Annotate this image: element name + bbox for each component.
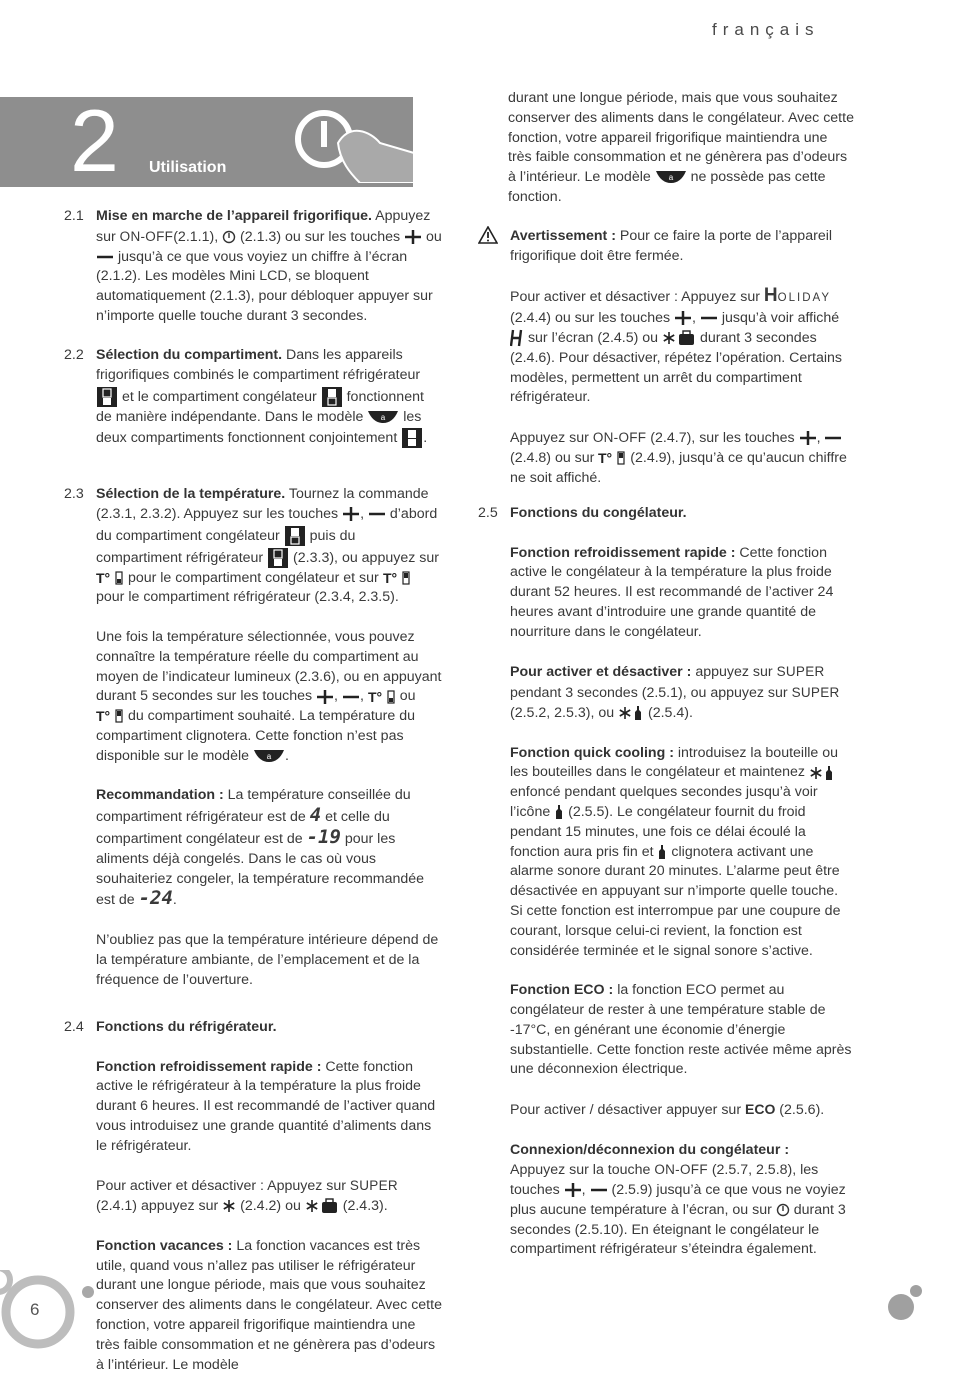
fridge-compartment-icon xyxy=(96,386,118,408)
snowflake-bottle-icon xyxy=(618,705,644,721)
model-a-badge-icon xyxy=(367,410,399,424)
section-number: 2.4 xyxy=(64,1019,84,1035)
section-text: Une fois la température sélectionnée, vous pouvez connaître la température réelle du compartiment au moyen de l’indicateur lumineux (2.3.6), ou en appuyant durant 5 secondes sur les touches , , T° ou T° du compartiment souhaité. La température du compartiment clignotera. Cette fonction n’est pas disponible sur le modèle a . xyxy=(96,628,442,764)
model-a-badge-icon xyxy=(253,749,285,763)
section-text: Fonction ECO : la fonction ECO permet au congélateur de rester à une température stable de -17°C, en générant une économie d’énergie substantielle. Cette fonction reste activée même après une déconnexion électrique. xyxy=(510,982,852,1078)
plus-icon xyxy=(342,507,360,521)
corner-dots-decoration xyxy=(886,1282,926,1322)
warning-block xyxy=(478,227,854,488)
function-label: Fonction quick cooling : xyxy=(510,744,674,761)
page-number-badge xyxy=(0,1270,90,1354)
section-text: Fonction refroidissement rapide : Cette fonction active le réfrigérateur à la température la plus froide durant 6 heures. Il est recommandé de l’activer quand vous introduisez une grande quantité d’aliments dans le réfrigérateur. xyxy=(96,1058,436,1154)
plus-icon xyxy=(316,690,334,704)
section-2-2 xyxy=(64,346,442,449)
svg-text:a: a xyxy=(668,173,673,183)
section-text: Appuyez sur ON-OFF (2.4.7), sur les touches , (2.4.8) ou sur T° (2.4.9), jusqu’à ce qu’aucun chiffre ne soit affiché. xyxy=(510,429,847,486)
section-number: 2.2 xyxy=(64,347,84,363)
temp-fridge-key-icon xyxy=(598,450,626,466)
section-text: Connexion/déconnexion du congélateur : Appuyez sur la touche ON-OFF (2.5.7, 2.5.8), les touches , (2.5.9) jusqu’à ce que vous ne voyiez plus aucune température à l’écran, ou sur durant 3 secondes (2.5.10). En éteignant le congélateur le compartiment réfrigérateur s’éteindra également. xyxy=(510,1141,846,1258)
chapter-title: Utilisation xyxy=(149,159,227,176)
super-key: SUPER xyxy=(349,1178,398,1194)
section-text: Avertissement : Pour ce faire la porte de l’appareil frigorifique doit être fermée. xyxy=(510,228,833,264)
plus-icon xyxy=(799,431,817,445)
plus-icon xyxy=(564,1183,582,1197)
svg-text:a: a xyxy=(266,752,272,762)
section-text: Pour activer et désactiver : Appuyez sur HOLIDAY (2.4.4) ou sur les touches , jusqu’à voir affiché sur l’écran (2.4.5) ou durant 3 secondes (2.4.6). Pour désactiver, répétez l’opération. Certains modèles, permettent un arrêt du compartiment réfrigérateur. xyxy=(510,285,842,406)
temp-freezer-key-icon xyxy=(96,570,124,586)
snowflake-bag-icon xyxy=(662,330,696,346)
bottle-icon xyxy=(657,844,667,860)
function-label: Fonction refroidissement rapide : xyxy=(96,1058,322,1075)
chapter-number: 2 xyxy=(70,97,119,187)
svg-text:T°: T° xyxy=(382,569,397,586)
section-text: Fonction refroidissement rapide : Cette fonction active le congélateur à la température la plus froide durant 52 heures. Il est recommandé de l’activer 24 heures avant d’introduire une grande quantité de nourriture dans le congélateur. xyxy=(510,544,834,640)
minus-icon xyxy=(700,311,718,325)
section-number: 2.3 xyxy=(64,486,84,502)
section-text: N’oubliez pas que la température intérieure dépend de la température ambiante, de l’emplacement et de la fréquence de l’ouverture. xyxy=(96,931,439,988)
svg-text:T°: T° xyxy=(367,688,382,705)
section-2-4 xyxy=(64,1018,442,1375)
bottle-icon xyxy=(554,804,564,820)
on-off-key: ON-OFF xyxy=(592,429,647,445)
section-title: Fonctions du congélateur. xyxy=(510,505,687,521)
section-number: 2.5 xyxy=(478,505,498,521)
model-a-badge-icon xyxy=(655,170,687,184)
section-text: Fonction quick cooling : introduisez la bouteille ou les bouteilles dans le congélateur et maintenez enfoncé pendant quelques secondes jusqu’à voir l’icône (2.5.5). Le congélateur fournit du froid pendant 15 minutes, une fois ce délai écoulé la fonction aura pris fin et clignotera activant une alarme sonore durant 20 minutes. L’alarme peut être désactivée en appuyant sur n’importe quelle touche. Si cette fonction est interrompue par une coupure de courant, lorsque celui-ci revient, la fonction est considérée terminée et le signal sonore s’active. xyxy=(510,744,841,959)
section-text: Recommandation : La température conseillée du compartiment réfrigérateur est de 4 et celle du compartiment congélateur est de -19 pour les aliments déjà congelés. Dans le cas où vous souhaiteriez congeler, la température recommandée est de -24. xyxy=(96,787,425,910)
section-text: Pour activer et désactiver : Appuyez sur SUPER (2.4.1) appuyez sur (2.4.2) ou (2.4.3). xyxy=(96,1178,398,1215)
power-button-hand-icon xyxy=(290,103,413,183)
page-number: 6 xyxy=(30,1300,40,1319)
section-2-1 xyxy=(64,207,442,327)
super-key: SUPER xyxy=(776,664,825,680)
vacation-continued xyxy=(478,89,854,208)
page-circle-decoration xyxy=(0,1270,100,1354)
combined-compartment-icon xyxy=(401,427,423,449)
section-title: Mise en marche de l’appareil frigorifique. xyxy=(96,208,372,224)
minus-icon xyxy=(368,507,386,521)
freezer-compartment-icon xyxy=(321,386,343,408)
warning-icon xyxy=(478,226,498,244)
on-off-key: ON-OFF xyxy=(119,228,174,244)
section-text: Sélection de la température. Tournez la commande (2.3.1, 2.3.2). Appuyez sur les touches , d’abord du compartiment congélateur puis du compartiment réfrigérateur (2.3.3), ou appuyez sur T° pour le compartiment congélateur et sur T° pour le compartiment réfrigérateur (2.3.4, 2.3.5). xyxy=(96,486,439,606)
warning-label: Avertissement : xyxy=(510,228,616,244)
recommendation-label: Recommandation : xyxy=(96,787,224,804)
function-label: Pour activer et désactiver : xyxy=(510,664,692,681)
section-text: Fonction vacances : La fonction vacances est très utile, quand vous n’allez pas utiliser le réfrigérateur durant une longue période, mais que vous souhaitez conserver des aliments dans le congélateur. Avec cette fonction, votre appareil frigorifique maintiendra une très faible consommation et ne génèrera pas d’odeurs à l’intérieur. Le modèle xyxy=(96,1237,442,1373)
section-text: Pour activer / désactiver appuyer sur ECO (2.5.6). xyxy=(510,1100,825,1118)
lcd-temp-fridge: 4 xyxy=(309,804,322,827)
snowflake-bottle-icon xyxy=(809,765,835,781)
on-off-key: ON-OFF xyxy=(654,1162,708,1178)
section-text: Pour activer et désactiver : appuyez sur SUPER pendant 3 secondes (2.5.1), ou appuyez sur SUPER (2.5.2, 2.5.3), ou (2.5.4). xyxy=(510,664,840,721)
plus-icon xyxy=(674,311,692,325)
minus-icon xyxy=(590,1183,608,1197)
plus-icon xyxy=(404,230,422,244)
section-2-3 xyxy=(64,485,442,990)
chapter-banner xyxy=(0,97,413,187)
power-icon xyxy=(776,1203,790,1217)
eco-key: ECO xyxy=(745,1100,776,1117)
section-text: Sélection du compartiment. Dans les appareils frigorifiques combinés le compartiment réfrigérateur et le compartiment congélateur fonctionnent de manière indépendante. Dans le modèle a les deux compartiments fonctionnent conjointement . xyxy=(96,346,442,449)
section-title: Sélection de la température. xyxy=(96,486,286,502)
section-title: Fonctions du réfrigérateur. xyxy=(96,1019,277,1035)
section-text: Mise en marche de l’appareil frigorifique. Appuyez sur ON-OFF(2.1.1), (2.1.3) ou sur les touches ou jusqu’à ce que vous voyiez un chiffre à l’écran (2.1.2). Les modèles Mini LCD, se bloquent automatiquement (2.1.3), pour débloquer appuyer sur n’importe quelle touche durant 3 secondes. xyxy=(96,208,442,324)
temp-fridge-key-icon xyxy=(96,708,124,724)
svg-text:T°: T° xyxy=(96,708,111,725)
section-text: durant une longue période, mais que vous souhaitez conserver des aliments dans le congélateur. Avec cette fonction, votre appareil frigorifique maintiendra une très faible consommation et ne génèrera pas d’odeurs à l’intérieur. Le modèle a ne possède pas cette fonction. xyxy=(508,90,854,205)
function-label: Fonction vacances : xyxy=(96,1237,233,1254)
fridge-compartment-icon xyxy=(267,547,289,569)
minus-icon xyxy=(96,250,114,264)
svg-text:T°: T° xyxy=(96,569,111,586)
snowflake-bag-icon xyxy=(305,1198,339,1214)
freezer-compartment-icon xyxy=(284,525,306,547)
language-label: français xyxy=(712,20,820,39)
section-title: Sélection du compartiment. xyxy=(96,347,283,363)
holiday-h-display-icon xyxy=(510,329,524,347)
function-label: Connexion/déconnexion du congélateur : xyxy=(510,1141,790,1158)
minus-icon xyxy=(824,431,842,445)
super-key: SUPER xyxy=(791,685,840,701)
function-label: Fonction ECO : xyxy=(510,982,614,999)
holiday-key: HOLIDAY xyxy=(763,285,831,307)
temp-fridge-key-icon xyxy=(383,570,411,586)
power-icon xyxy=(222,230,236,244)
minus-icon xyxy=(342,690,360,704)
svg-text:T°: T° xyxy=(598,450,613,467)
temp-freezer-key-icon xyxy=(368,689,396,705)
snowflake-icon xyxy=(222,1199,236,1213)
section-number: 2.1 xyxy=(64,208,84,224)
lcd-temp-freezing: -24 xyxy=(138,887,173,910)
function-label: Fonction refroidissement rapide : xyxy=(510,544,736,561)
lcd-temp-freezer: -19 xyxy=(306,825,341,848)
section-2-5 xyxy=(478,504,854,1260)
svg-text:a: a xyxy=(381,412,386,422)
